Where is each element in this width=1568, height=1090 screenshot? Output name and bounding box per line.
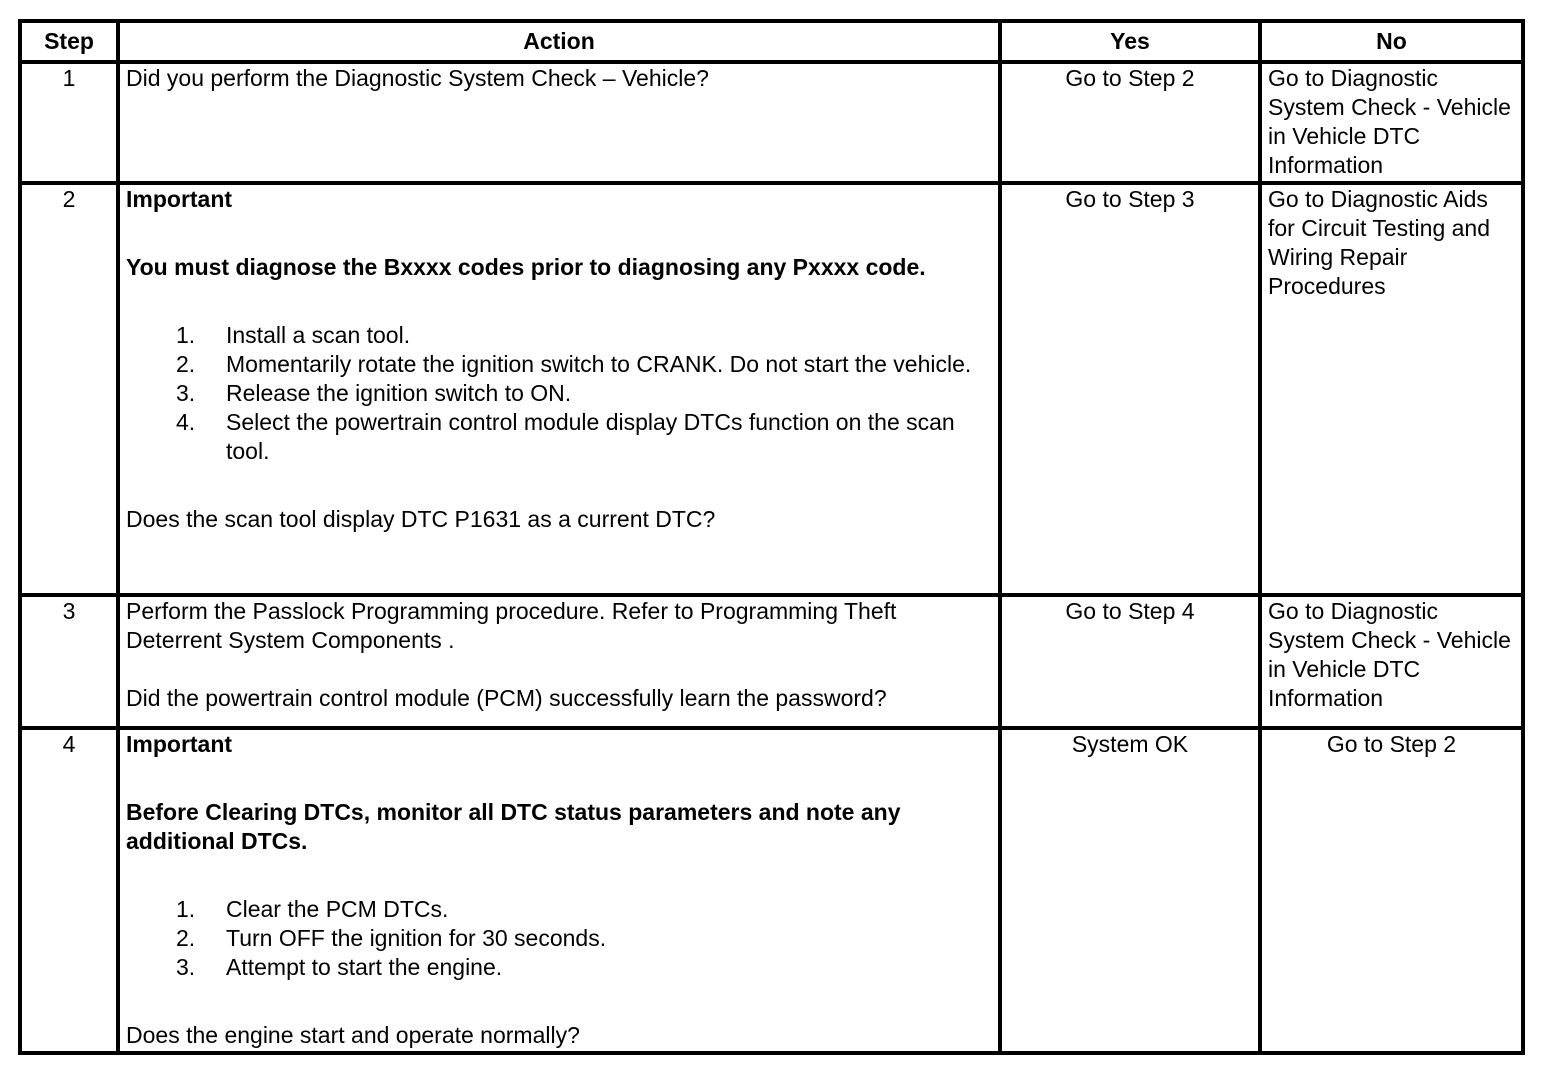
header-action: Action	[118, 21, 1000, 62]
question-text: Does the scan tool display DTC P1631 as a current DTC?	[126, 506, 716, 532]
substep-number: 1.	[176, 896, 196, 922]
substep-text: Attempt to start the engine.	[226, 954, 503, 980]
substep-list	[126, 321, 992, 466]
header-yes: Yes	[1000, 21, 1260, 62]
substep-number: 3.	[176, 380, 196, 406]
action-cell	[118, 183, 1000, 595]
action-text: Perform the Passlock Programming procedure. Refer to Programming Theft Deterrent System Components .	[126, 598, 897, 653]
header-row	[20, 21, 1523, 62]
list-item	[126, 321, 992, 350]
important-text: Before Clearing DTCs, monitor all DTC status parameters and note any additional DTCs.	[126, 799, 901, 854]
step-number: 1	[20, 62, 118, 183]
yes-cell: Go to Step 2	[1000, 62, 1260, 183]
header-step: Step	[20, 21, 118, 62]
yes-cell: Go to Step 3	[1000, 183, 1260, 595]
substep-list	[126, 895, 992, 982]
list-item	[126, 953, 992, 982]
substep-number: 2.	[176, 351, 196, 377]
substep-text: Select the powertrain control module display DTCs function on the scan tool.	[226, 409, 955, 464]
step-number: 4	[20, 728, 118, 1053]
step-number: 3	[20, 595, 118, 728]
table-row	[20, 183, 1523, 595]
list-item	[126, 408, 992, 466]
no-cell: Go to Diagnostic System Check - Vehicle in Vehicle DTC Information	[1260, 62, 1523, 183]
substep-text: Release the ignition switch to ON.	[226, 380, 572, 406]
list-item	[126, 350, 992, 379]
table-row	[20, 595, 1523, 728]
substep-text: Clear the PCM DTCs.	[226, 896, 449, 922]
no-cell: Go to Diagnostic Aids for Circuit Testing and Wiring Repair Procedures	[1260, 183, 1523, 595]
action-text: Did you perform the Diagnostic System Check – Vehicle?	[126, 65, 709, 91]
substep-number: 3.	[176, 954, 196, 980]
no-cell: Go to Diagnostic System Check - Vehicle in Vehicle DTC Information	[1260, 595, 1523, 728]
header-no: No	[1260, 21, 1523, 62]
diagnostic-table	[18, 19, 1525, 1055]
question-text: Does the engine start and operate normally?	[126, 1022, 580, 1048]
question-text: Did the powertrain control module (PCM) successfully learn the password?	[126, 685, 887, 711]
important-label: Important	[126, 731, 233, 757]
table-row	[20, 62, 1523, 183]
list-item	[126, 379, 992, 408]
substep-text: Momentarily rotate the ignition switch to CRANK. Do not start the vehicle.	[226, 351, 972, 377]
step-number: 2	[20, 183, 118, 595]
yes-cell: Go to Step 4	[1000, 595, 1260, 728]
substep-number: 2.	[176, 925, 196, 951]
list-item	[126, 924, 992, 953]
important-label: Important	[126, 186, 233, 212]
substep-number: 4.	[176, 409, 196, 435]
no-cell: Go to Step 2	[1260, 728, 1523, 1053]
yes-cell: System OK	[1000, 728, 1260, 1053]
substep-number: 1.	[176, 322, 196, 348]
substep-text: Turn OFF the ignition for 30 seconds.	[226, 925, 607, 951]
action-cell	[118, 728, 1000, 1053]
list-item	[126, 895, 992, 924]
action-cell	[118, 595, 1000, 728]
important-text: You must diagnose the Bxxxx codes prior to diagnosing any Pxxxx code.	[126, 254, 926, 280]
substep-text: Install a scan tool.	[226, 322, 411, 348]
table-row	[20, 728, 1523, 1053]
action-cell	[118, 62, 1000, 183]
